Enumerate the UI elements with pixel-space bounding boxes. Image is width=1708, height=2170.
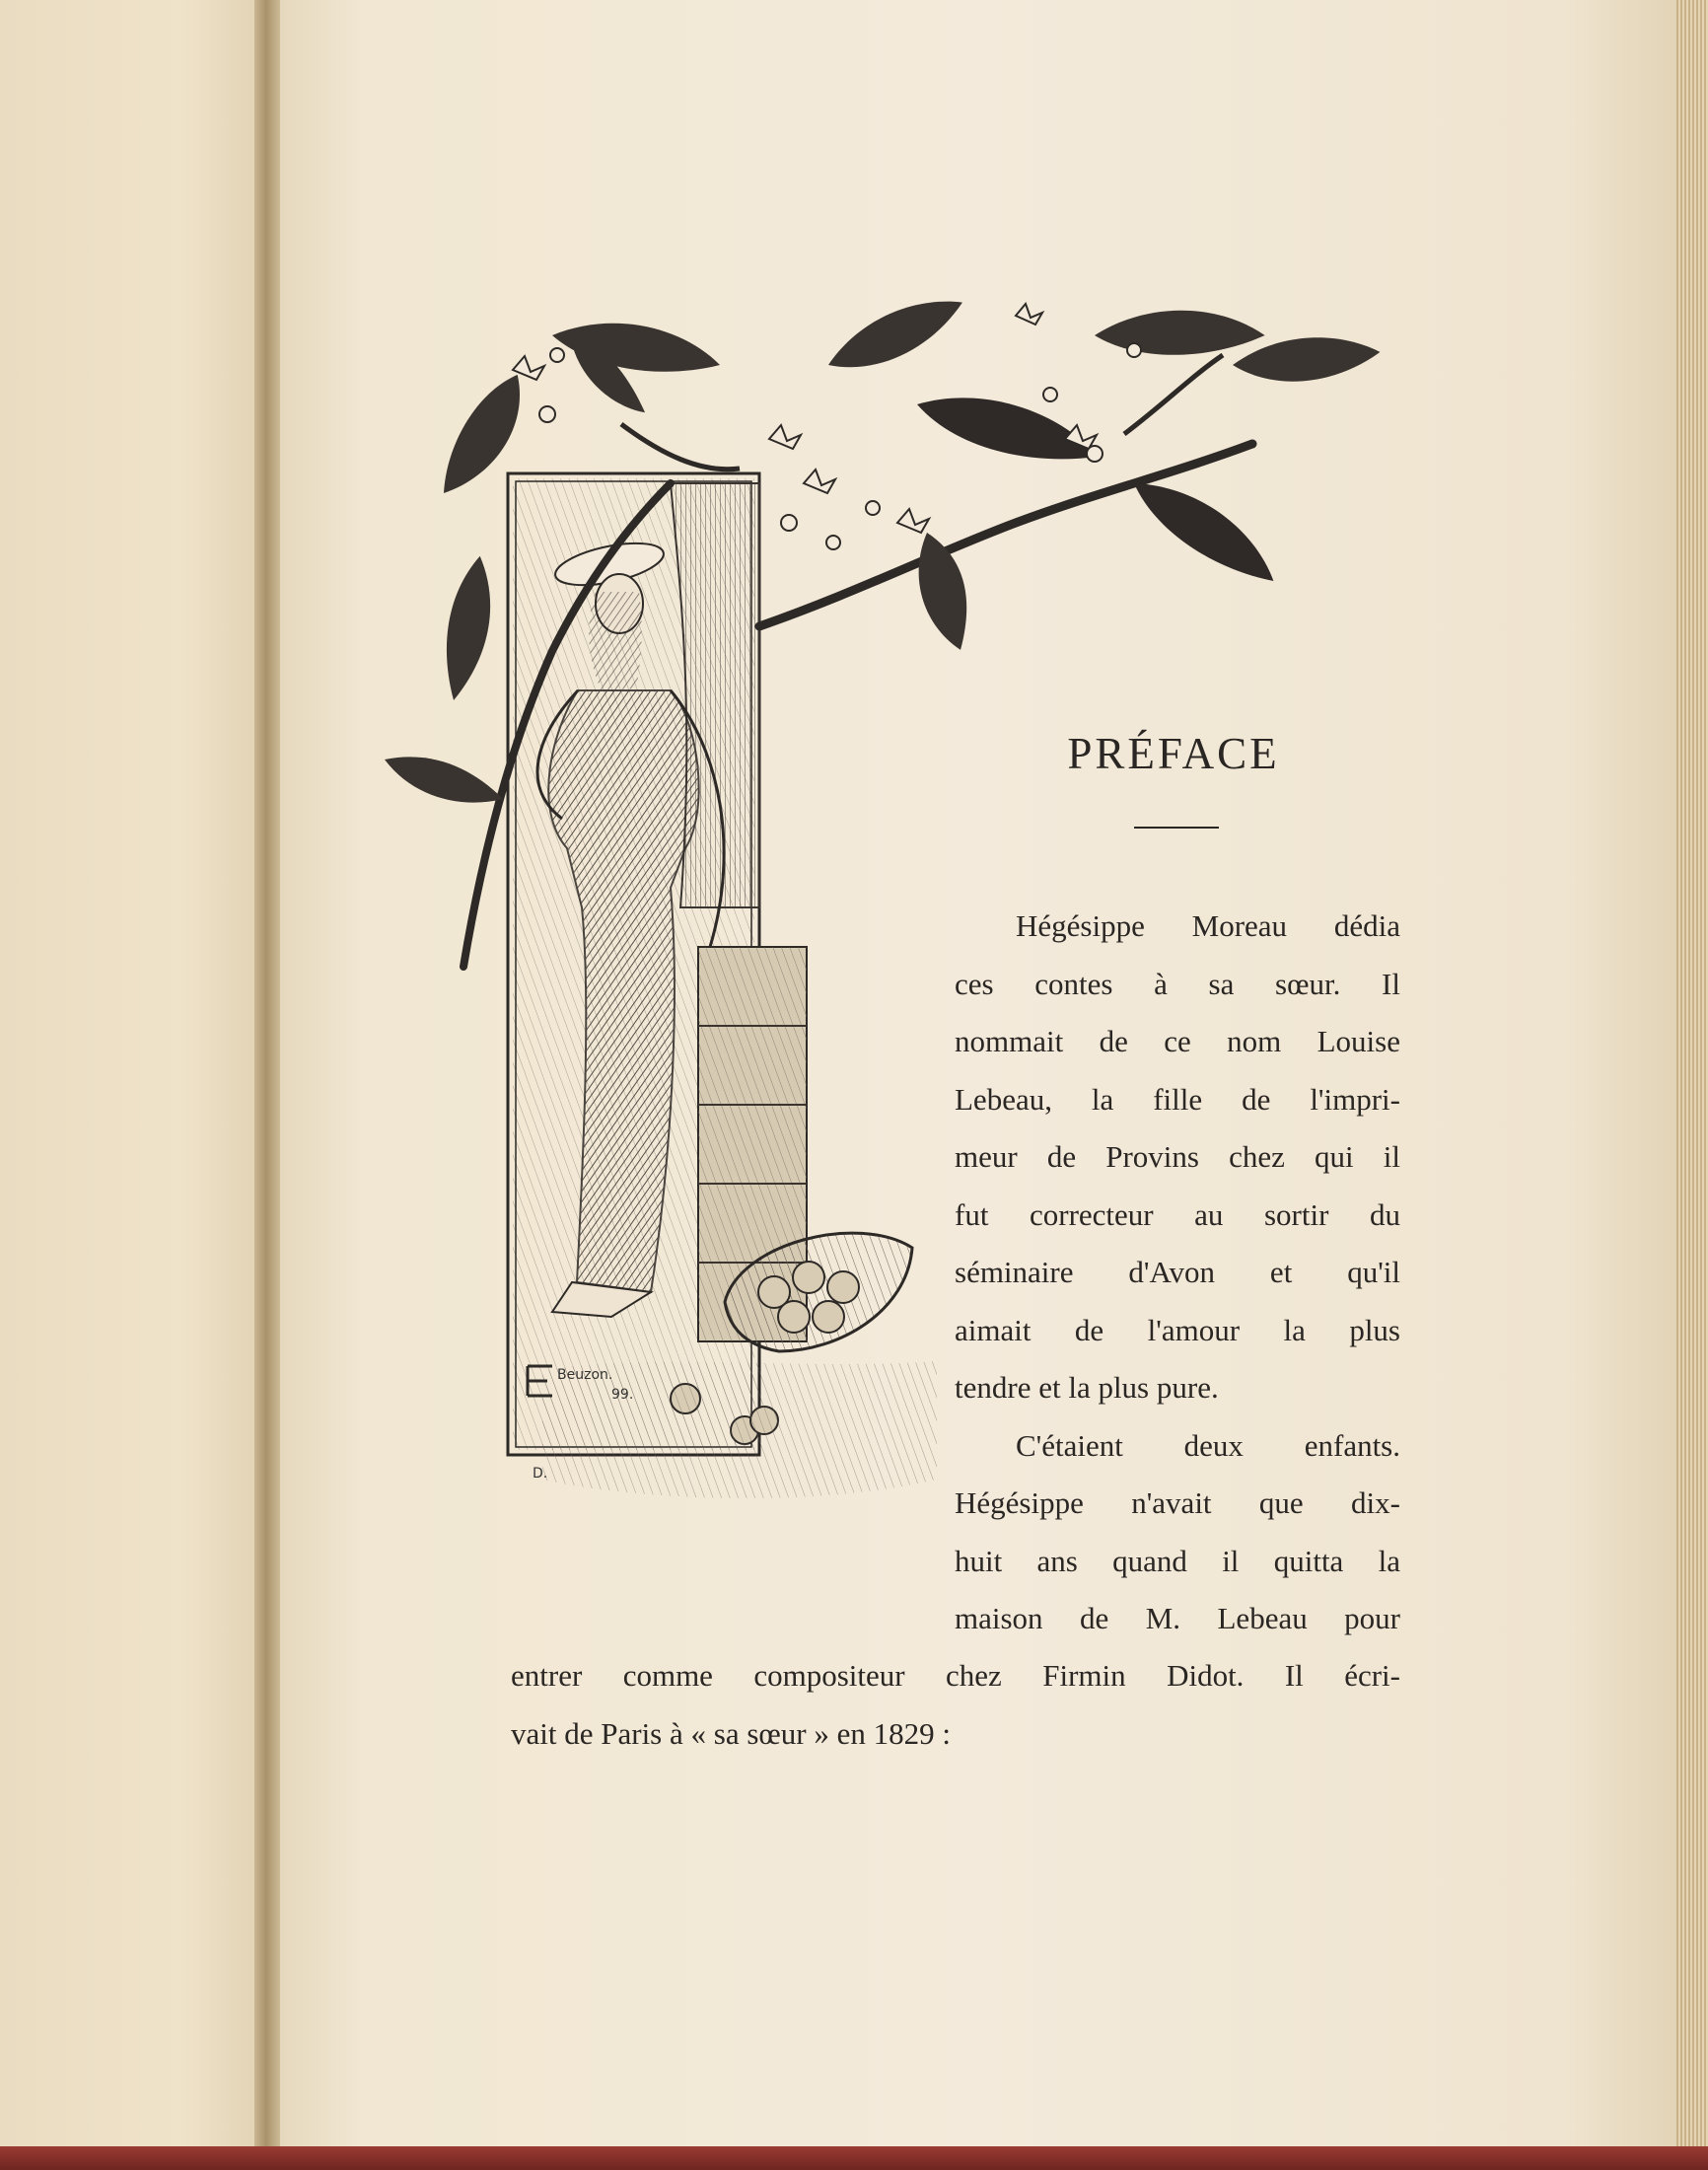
text-line: nommait de ce nom Louise (955, 1024, 1400, 1058)
text-line: C'étaient deux enfants. (1016, 1427, 1400, 1463)
text-line: fut correcteur au sortir du (955, 1196, 1400, 1232)
text-line: séminaire d'Avon et qu'il (955, 1255, 1400, 1289)
book-gutter (254, 0, 280, 2170)
page-edges (1676, 0, 1708, 2170)
text-line: huit ans quand il quitta la (955, 1543, 1400, 1578)
left-page (0, 0, 258, 2170)
page-title: PRÉFACE (1067, 729, 1280, 778)
text-line: aimait de l'amour la plus (955, 1312, 1400, 1347)
text-line: Lebeau, la fille de l'impri- (955, 1081, 1400, 1117)
body-text-full-width (511, 1647, 1400, 1763)
illustration-letter-mark: D. (533, 1466, 548, 1482)
svg-text:99.: 99. (611, 1387, 634, 1403)
text-line: maison de M. Lebeau pour (955, 1601, 1400, 1635)
text-line: entrer comme compositeur chez Firmin Didot. Il écri- (511, 1658, 1400, 1693)
text-line: Hégésippe Moreau dédia (1016, 908, 1400, 943)
text-line: Hégésippe n'avait que dix- (955, 1485, 1400, 1520)
text-line: tendre et la plus pure. (955, 1370, 1219, 1405)
text-line: vait de Paris à « sa sœur » en 1829 : (511, 1715, 951, 1751)
book-cover-edge (0, 2146, 1708, 2170)
text-line: meur de Provins chez qui il (955, 1139, 1400, 1174)
title-rule (1134, 827, 1219, 829)
body-text-column (955, 898, 1400, 1648)
text-line: ces contes à sa sœur. Il (955, 966, 1400, 1001)
svg-text:Beuzon.: Beuzon. (557, 1367, 613, 1383)
